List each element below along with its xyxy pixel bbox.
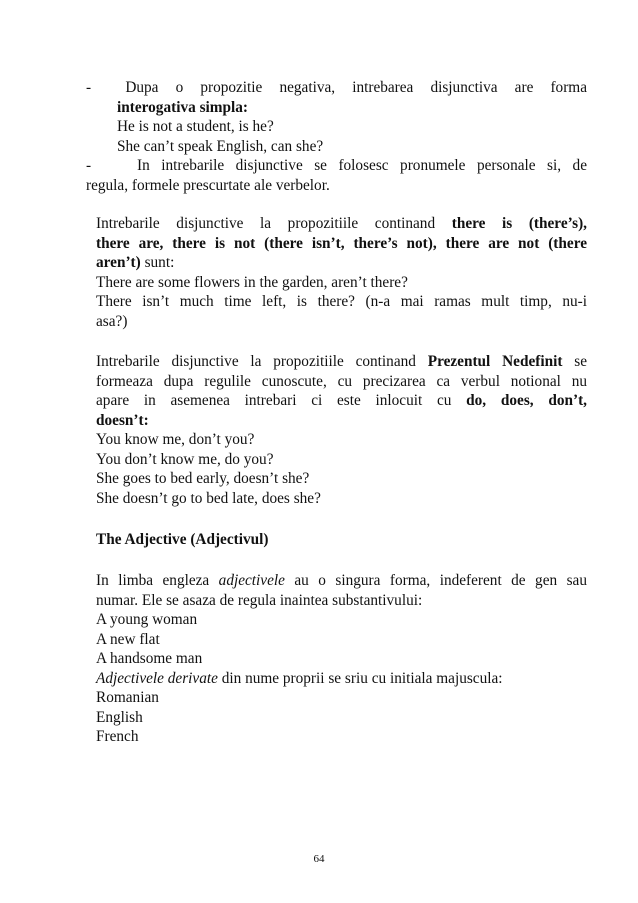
section-heading xyxy=(96,530,587,550)
body-line: Intrebarile disjunctive la propozitiile continand there is (there’s), xyxy=(96,215,588,232)
example-line: There isn’t much time left, is there? (n-a mai ramas mult timp, nu-i xyxy=(96,293,587,310)
body-line: aren’t) sunt: xyxy=(96,254,175,271)
example-line: A new flat xyxy=(96,630,160,648)
body-line: Adjectivele derivate din nume proprii se sriu cu initiala majuscula: xyxy=(96,669,503,687)
bold-line: interogativa simpla: xyxy=(117,98,249,116)
example-line: English xyxy=(96,708,143,726)
example-line: You know me, don’t you? xyxy=(96,431,255,448)
example-line: She can’t speak English, can she? xyxy=(117,137,324,155)
section-present-simple xyxy=(96,352,587,508)
bullet-line-2: - In intrebarile disjunctive se folosesc pronumele personale si, de xyxy=(86,157,587,174)
body-line: Intrebarile disjunctive la propozitiile continand Prezentul Nedefinit se xyxy=(96,353,587,370)
section-there-is xyxy=(96,214,587,331)
body-line: In limba engleza adjectivele au o singura forma, indeferent de gen sau xyxy=(96,572,587,589)
example-line: asa?) xyxy=(96,312,128,330)
body-line: there are, there is not (there isn’t, there’s not), there are not (there xyxy=(96,234,587,252)
heading: The Adjective (Adjectivul) xyxy=(96,531,269,548)
example-line: French xyxy=(96,728,139,745)
section-adjectives xyxy=(96,571,587,747)
example-line: She goes to bed early, doesn’t she? xyxy=(96,470,310,487)
section-negative-tags xyxy=(86,78,587,195)
body-line: formeaza dupa regulile cunoscute, cu precizarea ca verbul notional nu xyxy=(96,372,587,390)
bullet-line-1: - Dupa o propozitie negativa, intrebarea disjunctiva are forma xyxy=(86,79,587,96)
example-line: There are some flowers in the garden, aren’t there? xyxy=(96,273,408,291)
body-line: doesn’t: xyxy=(96,411,149,429)
example-line: Romanian xyxy=(96,689,159,706)
body-line: regula, formele prescurtate ale verbelor. xyxy=(86,176,330,194)
example-line: He is not a student, is he? xyxy=(117,118,274,135)
body-line: apare in asemenea intrebari ci este inlocuit cu do, does, don’t, xyxy=(96,392,588,409)
page-number: 64 xyxy=(313,853,325,865)
example-line: You don’t know me, do you? xyxy=(96,450,274,468)
body-line: numar. Ele se asaza de regula inaintea substantivului: xyxy=(96,591,423,609)
example-line: A handsome man xyxy=(96,650,203,667)
example-line: She doesn’t go to bed late, does she? xyxy=(96,489,321,507)
example-line: A young woman xyxy=(96,611,198,628)
